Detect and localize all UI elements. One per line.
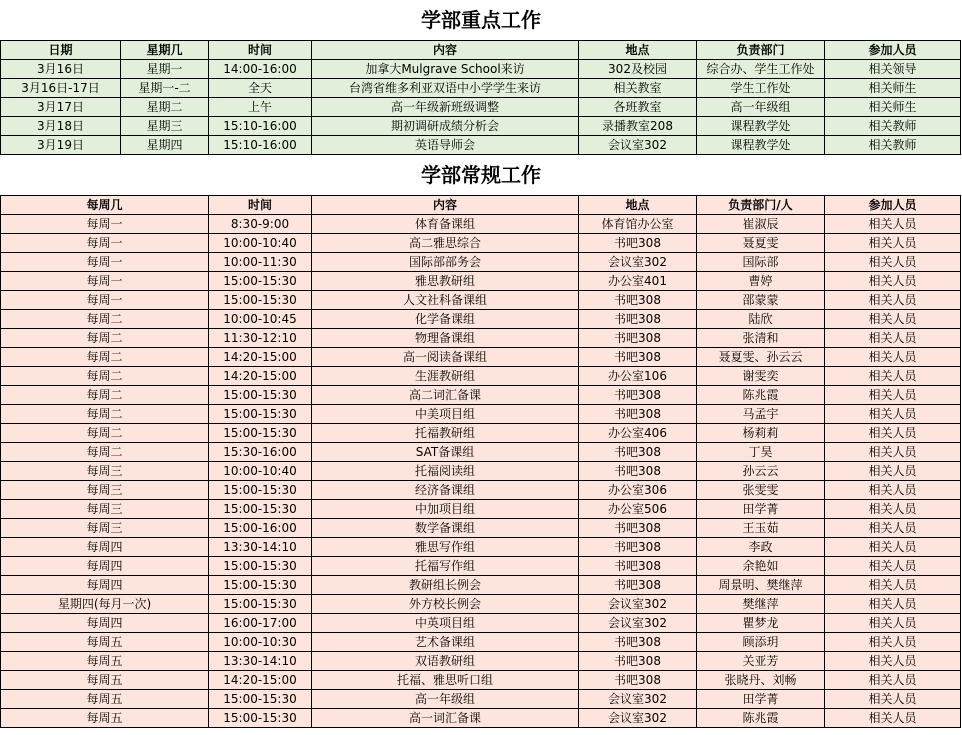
rw-cell: 每周二 xyxy=(1,348,209,367)
rw-cell: 谢雯奕 xyxy=(697,367,825,386)
rw-cell: 每周五 xyxy=(1,709,209,728)
rw-cell: 会议室302 xyxy=(579,614,697,633)
rw-cell: 每周一 xyxy=(1,234,209,253)
rw-cell: 书吧308 xyxy=(579,234,697,253)
rw-cell: 相关人员 xyxy=(825,538,961,557)
rw-header-cell: 每周几 xyxy=(1,196,209,215)
rw-header-cell: 时间 xyxy=(209,196,312,215)
rw-cell: 丁昊 xyxy=(697,443,825,462)
rw-cell: 张晓丹、刘畅 xyxy=(697,671,825,690)
rw-cell: 每周一 xyxy=(1,253,209,272)
rw-cell: 顾添玥 xyxy=(697,633,825,652)
rw-cell: 托福阅读组 xyxy=(312,462,579,481)
table-row xyxy=(1,234,961,253)
rw-cell: 体育馆办公室 xyxy=(579,215,697,234)
kw-cell: 相关领导 xyxy=(825,60,961,79)
rw-cell: 聂夏雯 xyxy=(697,234,825,253)
rw-cell: 杨莉莉 xyxy=(697,424,825,443)
rw-cell: 邵蒙蒙 xyxy=(697,291,825,310)
rw-cell: 托福教研组 xyxy=(312,424,579,443)
key-work-title: 学部重点工作 xyxy=(421,8,541,32)
routine-work-table xyxy=(0,195,961,728)
rw-cell: 托福、雅思听口组 xyxy=(312,671,579,690)
rw-cell: 高二词汇备课 xyxy=(312,386,579,405)
kw-cell: 相关师生 xyxy=(825,79,961,98)
kw-cell: 课程教学处 xyxy=(697,117,825,136)
rw-cell: 张清和 xyxy=(697,329,825,348)
rw-cell: 陈兆霞 xyxy=(697,386,825,405)
kw-cell: 录播教室208 xyxy=(579,117,697,136)
rw-cell: 每周四 xyxy=(1,614,209,633)
rw-cell: 书吧308 xyxy=(579,519,697,538)
kw-cell: 星期四 xyxy=(121,136,209,155)
kw-cell: 高一年级组 xyxy=(697,98,825,117)
kw-cell: 星期一-二 xyxy=(121,79,209,98)
table-row xyxy=(1,595,961,614)
kw-cell: 相关教师 xyxy=(825,117,961,136)
rw-cell: 15:00-15:30 xyxy=(209,557,312,576)
kw-cell: 相关师生 xyxy=(825,98,961,117)
rw-cell: 每周三 xyxy=(1,500,209,519)
rw-cell: 15:00-15:30 xyxy=(209,500,312,519)
rw-cell: 相关人员 xyxy=(825,481,961,500)
table-row xyxy=(1,424,961,443)
rw-cell: 经济备课组 xyxy=(312,481,579,500)
rw-cell: 相关人员 xyxy=(825,348,961,367)
table-row xyxy=(1,614,961,633)
rw-cell: 外方校长例会 xyxy=(312,595,579,614)
rw-cell: 相关人员 xyxy=(825,234,961,253)
rw-cell: 10:00-10:45 xyxy=(209,310,312,329)
rw-cell: 书吧308 xyxy=(579,557,697,576)
rw-cell: 15:00-15:30 xyxy=(209,576,312,595)
rw-cell: 每周一 xyxy=(1,291,209,310)
kw-header-cell: 星期几 xyxy=(121,41,209,60)
rw-cell: 办公室306 xyxy=(579,481,697,500)
table-row xyxy=(1,538,961,557)
rw-cell: 生涯教研组 xyxy=(312,367,579,386)
rw-cell: 15:00-15:30 xyxy=(209,595,312,614)
rw-cell: 11:30-12:10 xyxy=(209,329,312,348)
table-row xyxy=(1,79,961,98)
kw-cell: 3月17日 xyxy=(1,98,121,117)
kw-cell: 星期一 xyxy=(121,60,209,79)
kw-cell: 全天 xyxy=(209,79,312,98)
rw-cell: 化学备课组 xyxy=(312,310,579,329)
table-row xyxy=(1,405,961,424)
rw-cell: 10:00-10:40 xyxy=(209,462,312,481)
rw-cell: 每周四 xyxy=(1,538,209,557)
rw-cell: 数学备课组 xyxy=(312,519,579,538)
kw-header-cell: 参加人员 xyxy=(825,41,961,60)
rw-cell: 办公室401 xyxy=(579,272,697,291)
table-row xyxy=(1,633,961,652)
rw-cell: 相关人员 xyxy=(825,310,961,329)
rw-cell: 相关人员 xyxy=(825,462,961,481)
rw-cell: 相关人员 xyxy=(825,633,961,652)
table-row xyxy=(1,519,961,538)
rw-cell: 雅思写作组 xyxy=(312,538,579,557)
kw-cell: 3月16日-17日 xyxy=(1,79,121,98)
rw-cell: 相关人员 xyxy=(825,690,961,709)
rw-cell: 每周二 xyxy=(1,386,209,405)
rw-cell: 15:30-16:00 xyxy=(209,443,312,462)
rw-cell: 会议室302 xyxy=(579,690,697,709)
rw-header-cell: 内容 xyxy=(312,196,579,215)
kw-cell: 相关教师 xyxy=(825,136,961,155)
rw-cell: 每周四 xyxy=(1,576,209,595)
rw-cell: 体育备课组 xyxy=(312,215,579,234)
rw-cell: 每周五 xyxy=(1,652,209,671)
rw-cell: 物理备课组 xyxy=(312,329,579,348)
rw-cell: 15:00-15:30 xyxy=(209,690,312,709)
rw-cell: 相关人员 xyxy=(825,671,961,690)
table-row xyxy=(1,690,961,709)
table-row xyxy=(1,443,961,462)
rw-cell: 陈兆霞 xyxy=(697,709,825,728)
rw-cell: 每周五 xyxy=(1,633,209,652)
rw-cell: 15:00-15:30 xyxy=(209,424,312,443)
kw-cell: 相关教室 xyxy=(579,79,697,98)
rw-cell: 每周二 xyxy=(1,367,209,386)
kw-cell: 学生工作处 xyxy=(697,79,825,98)
table-row xyxy=(1,253,961,272)
rw-cell: 樊继萍 xyxy=(697,595,825,614)
kw-cell: 英语导师会 xyxy=(312,136,579,155)
kw-cell: 期初调研成绩分析会 xyxy=(312,117,579,136)
rw-cell: 相关人员 xyxy=(825,386,961,405)
rw-cell: 书吧308 xyxy=(579,652,697,671)
rw-cell: 托福写作组 xyxy=(312,557,579,576)
rw-cell: 15:00-15:30 xyxy=(209,481,312,500)
rw-cell: 办公室506 xyxy=(579,500,697,519)
rw-cell: 高一词汇备课 xyxy=(312,709,579,728)
rw-cell: 每周三 xyxy=(1,481,209,500)
kw-cell: 星期三 xyxy=(121,117,209,136)
rw-cell: 教研组长例会 xyxy=(312,576,579,595)
rw-cell: 国际部 xyxy=(697,253,825,272)
kw-header-cell: 内容 xyxy=(312,41,579,60)
rw-cell: 星期四(每月一次) xyxy=(1,595,209,614)
rw-cell: 中加项目组 xyxy=(312,500,579,519)
rw-cell: 张雯雯 xyxy=(697,481,825,500)
table-row xyxy=(1,652,961,671)
rw-cell: 雅思教研组 xyxy=(312,272,579,291)
rw-cell: 相关人员 xyxy=(825,424,961,443)
rw-cell: 相关人员 xyxy=(825,443,961,462)
rw-cell: 相关人员 xyxy=(825,557,961,576)
rw-cell: 书吧308 xyxy=(579,386,697,405)
table-row xyxy=(1,310,961,329)
kw-cell: 15:10-16:00 xyxy=(209,117,312,136)
kw-cell: 加拿大Mulgrave School来访 xyxy=(312,60,579,79)
rw-cell: 余艳如 xyxy=(697,557,825,576)
rw-cell: 每周二 xyxy=(1,405,209,424)
rw-cell: 书吧308 xyxy=(579,633,697,652)
rw-cell: 书吧308 xyxy=(579,405,697,424)
rw-cell: 双语教研组 xyxy=(312,652,579,671)
rw-cell: 关亚芳 xyxy=(697,652,825,671)
table-row xyxy=(1,98,961,117)
rw-cell: 中英项目组 xyxy=(312,614,579,633)
kw-cell: 14:00-16:00 xyxy=(209,60,312,79)
rw-cell: 高一阅读备课组 xyxy=(312,348,579,367)
rw-cell: 办公室406 xyxy=(579,424,697,443)
kw-cell: 上午 xyxy=(209,98,312,117)
table-row xyxy=(1,272,961,291)
rw-cell: 崔淑辰 xyxy=(697,215,825,234)
rw-cell: 15:00-15:30 xyxy=(209,272,312,291)
rw-cell: 人文社科备课组 xyxy=(312,291,579,310)
table-row xyxy=(1,215,961,234)
table-row xyxy=(1,117,961,136)
kw-cell: 3月18日 xyxy=(1,117,121,136)
rw-cell: 高二雅思综合 xyxy=(312,234,579,253)
table-row xyxy=(1,557,961,576)
rw-cell: 每周二 xyxy=(1,443,209,462)
rw-cell: 书吧308 xyxy=(579,348,697,367)
rw-cell: 每周一 xyxy=(1,215,209,234)
rw-cell: 陆欣 xyxy=(697,310,825,329)
rw-cell: 会议室302 xyxy=(579,253,697,272)
rw-cell: 书吧308 xyxy=(579,538,697,557)
rw-cell: 10:00-10:30 xyxy=(209,633,312,652)
kw-cell: 星期二 xyxy=(121,98,209,117)
rw-cell: 王玉茹 xyxy=(697,519,825,538)
kw-cell: 高一年级新班级调整 xyxy=(312,98,579,117)
rw-cell: 艺术备课组 xyxy=(312,633,579,652)
kw-cell: 15:10-16:00 xyxy=(209,136,312,155)
rw-cell: SAT备课组 xyxy=(312,443,579,462)
table-row xyxy=(1,709,961,728)
rw-cell: 相关人员 xyxy=(825,614,961,633)
rw-cell: 孙云云 xyxy=(697,462,825,481)
kw-cell: 302及校园 xyxy=(579,60,697,79)
rw-cell: 田学菁 xyxy=(697,500,825,519)
routine-work-title: 学部常规工作 xyxy=(421,163,541,187)
kw-header-cell: 时间 xyxy=(209,41,312,60)
rw-cell: 中美项目组 xyxy=(312,405,579,424)
rw-cell: 书吧308 xyxy=(579,291,697,310)
rw-cell: 相关人员 xyxy=(825,272,961,291)
kw-cell: 综合办、学生工作处 xyxy=(697,60,825,79)
rw-cell: 国际部部务会 xyxy=(312,253,579,272)
rw-cell: 每周二 xyxy=(1,310,209,329)
rw-cell: 相关人员 xyxy=(825,576,961,595)
rw-cell: 相关人员 xyxy=(825,329,961,348)
rw-cell: 15:00-16:00 xyxy=(209,519,312,538)
rw-cell: 瞿梦龙 xyxy=(697,614,825,633)
rw-cell: 14:20-15:00 xyxy=(209,367,312,386)
kw-header-cell: 日期 xyxy=(1,41,121,60)
kw-cell: 会议室302 xyxy=(579,136,697,155)
kw-cell: 3月19日 xyxy=(1,136,121,155)
rw-cell: 书吧308 xyxy=(579,329,697,348)
kw-cell: 台湾省维多利亚双语中小学学生来访 xyxy=(312,79,579,98)
rw-cell: 高一年级组 xyxy=(312,690,579,709)
rw-cell: 每周三 xyxy=(1,519,209,538)
rw-cell: 相关人员 xyxy=(825,215,961,234)
rw-cell: 相关人员 xyxy=(825,500,961,519)
rw-header-cell: 负责部门/人 xyxy=(697,196,825,215)
rw-cell: 每周一 xyxy=(1,272,209,291)
rw-cell: 每周二 xyxy=(1,329,209,348)
rw-cell: 16:00-17:00 xyxy=(209,614,312,633)
rw-cell: 15:00-15:30 xyxy=(209,709,312,728)
table-row xyxy=(1,367,961,386)
table-row xyxy=(1,291,961,310)
rw-cell: 相关人员 xyxy=(825,709,961,728)
rw-cell: 田学菁 xyxy=(697,690,825,709)
rw-cell: 聂夏雯、孙云云 xyxy=(697,348,825,367)
kw-cell: 课程教学处 xyxy=(697,136,825,155)
rw-cell: 书吧308 xyxy=(579,462,697,481)
rw-cell: 相关人员 xyxy=(825,291,961,310)
rw-cell: 10:00-10:40 xyxy=(209,234,312,253)
rw-cell: 李政 xyxy=(697,538,825,557)
rw-cell: 相关人员 xyxy=(825,595,961,614)
rw-cell: 每周四 xyxy=(1,557,209,576)
kw-header-cell: 负责部门 xyxy=(697,41,825,60)
table-row xyxy=(1,500,961,519)
rw-cell: 每周五 xyxy=(1,690,209,709)
rw-cell: 每周二 xyxy=(1,424,209,443)
rw-cell: 13:30-14:10 xyxy=(209,652,312,671)
rw-cell: 8:30-9:00 xyxy=(209,215,312,234)
rw-cell: 相关人员 xyxy=(825,652,961,671)
kw-cell: 各班教室 xyxy=(579,98,697,117)
rw-cell: 周景明、樊继萍 xyxy=(697,576,825,595)
rw-cell: 10:00-11:30 xyxy=(209,253,312,272)
rw-cell: 会议室302 xyxy=(579,709,697,728)
rw-cell: 每周三 xyxy=(1,462,209,481)
rw-cell: 15:00-15:30 xyxy=(209,405,312,424)
rw-cell: 书吧308 xyxy=(579,576,697,595)
rw-cell: 每周五 xyxy=(1,671,209,690)
table-row xyxy=(1,481,961,500)
table-row xyxy=(1,60,961,79)
rw-cell: 14:20-15:00 xyxy=(209,671,312,690)
rw-cell: 相关人员 xyxy=(825,519,961,538)
rw-cell: 相关人员 xyxy=(825,253,961,272)
rw-cell: 马孟宇 xyxy=(697,405,825,424)
rw-cell: 15:00-15:30 xyxy=(209,386,312,405)
table-row xyxy=(1,576,961,595)
table-row xyxy=(1,386,961,405)
rw-cell: 14:20-15:00 xyxy=(209,348,312,367)
rw-header-cell: 地点 xyxy=(579,196,697,215)
table-row xyxy=(1,671,961,690)
rw-cell: 书吧308 xyxy=(579,671,697,690)
table-row xyxy=(1,462,961,481)
table-row xyxy=(1,348,961,367)
key-work-table xyxy=(0,40,961,155)
rw-cell: 书吧308 xyxy=(579,310,697,329)
rw-cell: 相关人员 xyxy=(825,367,961,386)
table-row xyxy=(1,136,961,155)
rw-cell: 15:00-15:30 xyxy=(209,291,312,310)
rw-cell: 书吧308 xyxy=(579,443,697,462)
rw-cell: 13:30-14:10 xyxy=(209,538,312,557)
rw-cell: 相关人员 xyxy=(825,405,961,424)
table-row xyxy=(1,329,961,348)
kw-cell: 3月16日 xyxy=(1,60,121,79)
rw-header-cell: 参加人员 xyxy=(825,196,961,215)
kw-header-cell: 地点 xyxy=(579,41,697,60)
rw-cell: 曹婷 xyxy=(697,272,825,291)
rw-cell: 会议室302 xyxy=(579,595,697,614)
rw-cell: 办公室106 xyxy=(579,367,697,386)
